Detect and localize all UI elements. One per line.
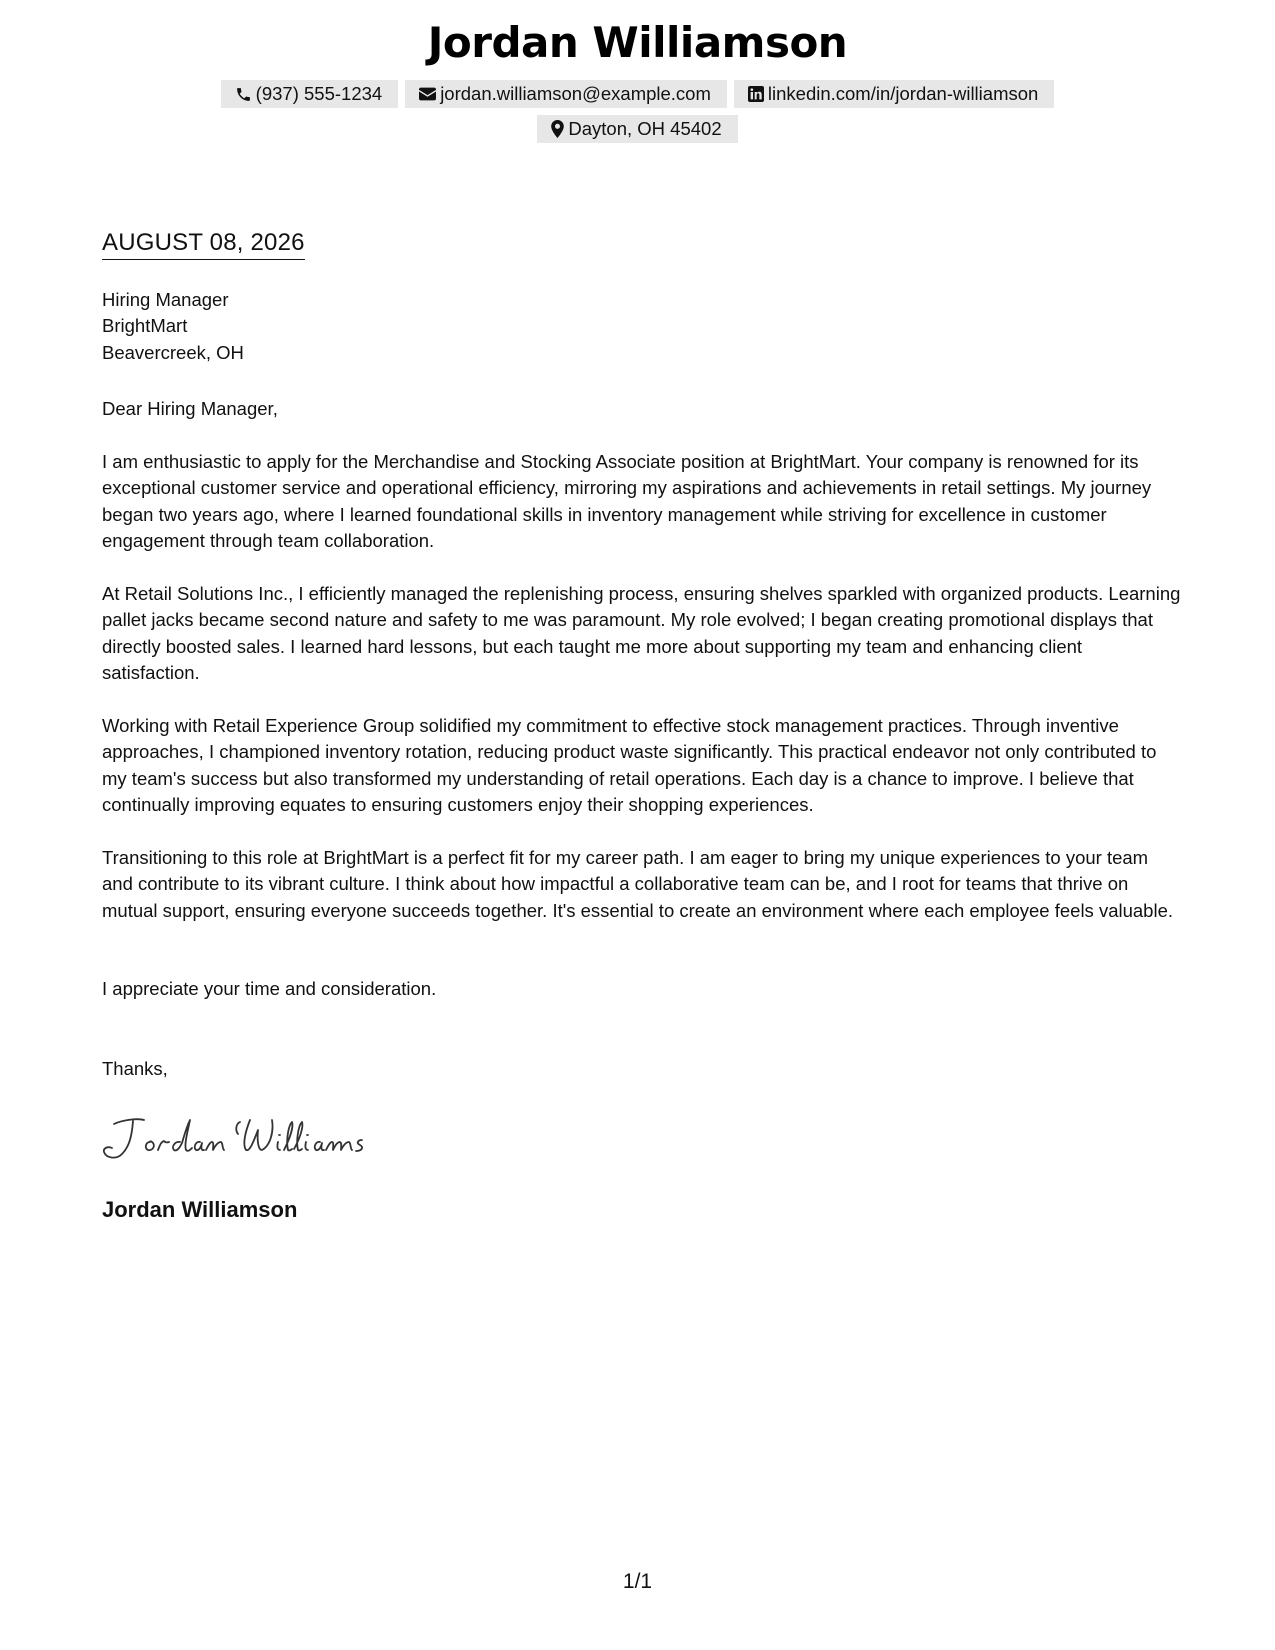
body-paragraph: I am enthusiastic to apply for the Merchandise and Stocking Associate position at BrightMart. Your company is renowned for its exceptional customer service and operational efficiency, mirroring my aspirations and achievements in retail settings. My journey began two years ago, where I learned foundational skills in inventory management while striving for excellence in customer engagement through team collaboration. bbox=[102, 451, 1152, 551]
email-text: jordan.williamson@example.com bbox=[440, 83, 711, 104]
recipient-title: Hiring Manager bbox=[102, 289, 229, 310]
body-paragraph: Working with Retail Experience Group solidified my commitment to effective stock management practices. Through inventive approaches, I championed inventory rotation, reducing product waste significantly. This practical endeavor not only contributed to my team's success but also transformed my understanding of retail operations. Each day is a chance to improve. I believe that continually improving equates to ensuring customers enjoy their shopping experiences. bbox=[102, 715, 1157, 815]
map-pin-icon bbox=[551, 120, 564, 138]
envelope-icon bbox=[419, 87, 436, 101]
recipient-company: BrightMart bbox=[102, 315, 188, 337]
recipient-location: Beavercreek, OH bbox=[102, 341, 244, 363]
linkedin-icon bbox=[748, 86, 764, 102]
email-chip[interactable] bbox=[405, 80, 727, 108]
applicant-name-heading: Jordan Williamson bbox=[427, 18, 848, 67]
sign-off: Thanks, bbox=[102, 1058, 168, 1079]
linkedin-chip[interactable] bbox=[734, 80, 1054, 108]
salutation: Dear Hiring Manager, bbox=[102, 398, 278, 419]
location-chip bbox=[537, 115, 737, 143]
letter-date: AUGUST 08, 2026 bbox=[102, 229, 305, 260]
location-text: Dayton, OH 45402 bbox=[568, 118, 722, 139]
closing-line: I appreciate your time and consideration. bbox=[102, 978, 437, 999]
page-number: 1/1 bbox=[622, 1570, 653, 1593]
body-paragraph: Transitioning to this role at BrightMart is a perfect fit for my career path. I am eager to bring my unique experiences to your team and contribute to its vibrant culture. I think about how impactful a collaborative team can be, and I root for teams that thrive on mutual support, ensuring everyone succeeds together. It's essential to create an environment where each employee feels valuable. bbox=[102, 847, 1173, 921]
contact-row bbox=[0, 80, 1275, 108]
signer-name: Jordan Williamson bbox=[102, 1197, 298, 1222]
recipient-block bbox=[102, 287, 1182, 366]
linkedin-text: linkedin.com/in/jordan-williamson bbox=[767, 83, 1039, 104]
phone-icon bbox=[235, 86, 252, 103]
handwritten-signature bbox=[100, 1110, 380, 1170]
contact-row-location bbox=[0, 115, 1275, 143]
phone-chip[interactable] bbox=[221, 80, 399, 108]
phone-text: (937) 555-1234 bbox=[255, 83, 383, 104]
body-paragraph: At Retail Solutions Inc., I efficiently managed the replenishing process, ensuring shelves sparkled with organized products. Learning pallet jacks became second nature and safety to me was paramount. My role evolved; I began creating promotional displays that directly boosted sales. I learned hard lessons, but each taught me more about supporting my team and enhancing client satisfaction. bbox=[102, 583, 1181, 683]
